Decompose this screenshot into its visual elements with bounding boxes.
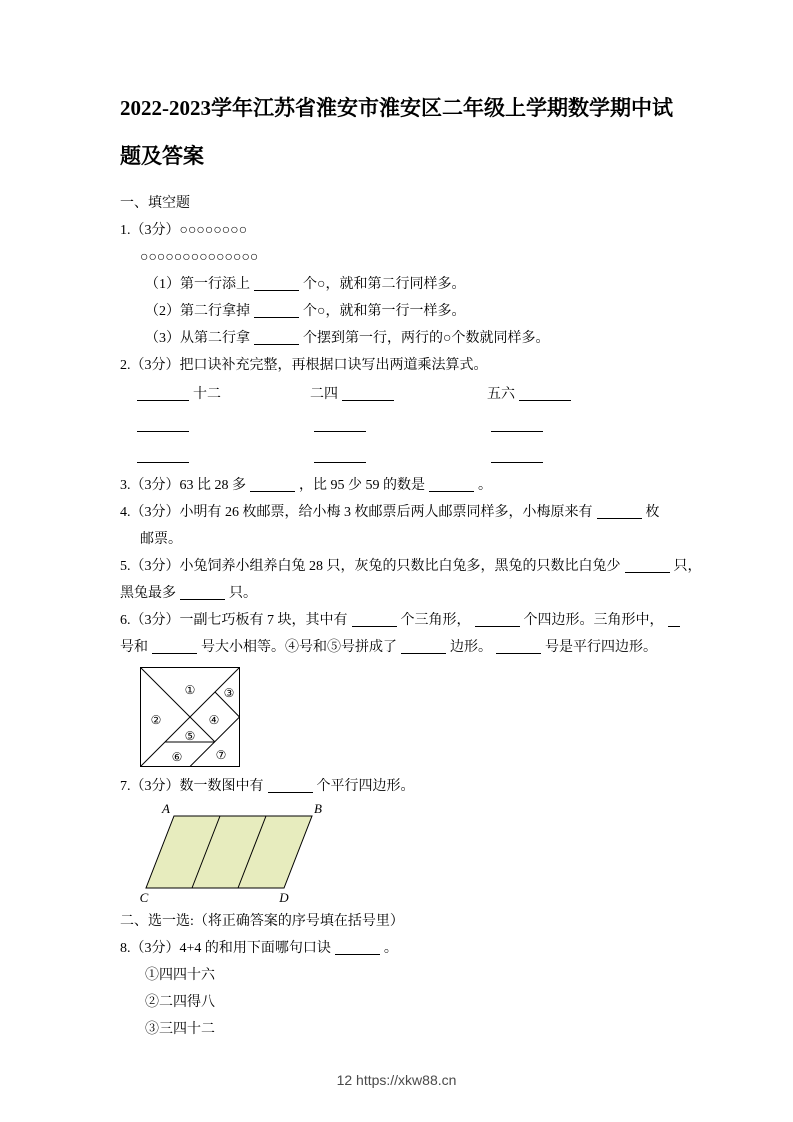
q8-option-2: ②二四得八	[145, 995, 215, 1010]
tangram-cut-halfdiagonal	[141, 668, 191, 718]
q8-option-1: ①四四十六	[145, 968, 215, 983]
answer-blank	[180, 585, 225, 600]
tangram-label-1: ①	[184, 683, 196, 697]
q5-line2-text-after: 只。	[229, 586, 257, 601]
question-6-line-2	[120, 634, 677, 661]
q4-text-line2: 邮票。	[140, 532, 182, 547]
q5-number: 5.（3分）	[120, 559, 180, 574]
tangram-label-6: ⑥	[171, 750, 183, 764]
answer-blank	[625, 558, 670, 573]
tangram-label-5: ⑤	[184, 729, 196, 743]
q3-number: 3.（3分）	[120, 478, 180, 493]
q1-sub2-text-after: 个○，就和第一行一样多。	[303, 304, 466, 319]
question-5-line-2	[120, 580, 677, 607]
answer-blank	[152, 639, 197, 654]
q2-eq1-col-2	[310, 410, 487, 441]
question-1-sub-1	[120, 271, 677, 298]
q2-col-2	[310, 379, 487, 410]
parallelogram-label-a: A	[162, 804, 170, 816]
q2-col1-text: 十二	[193, 387, 221, 402]
tangram-label-7: ⑦	[215, 748, 227, 762]
question-4-line-1	[120, 499, 677, 526]
q3-text-mid: ，比 95 少 59 的数是	[299, 478, 425, 493]
tangram-label-2: ②	[150, 713, 162, 727]
q7-number: 7.（3分）	[120, 779, 180, 794]
question-3	[120, 472, 677, 499]
q7-text-pre: 数一数图中有	[179, 779, 264, 794]
q2-equation-row-1	[120, 410, 677, 441]
q2-col-3	[487, 379, 664, 410]
question-7	[120, 773, 677, 800]
tangram-figure	[140, 667, 240, 767]
answer-blank	[668, 612, 680, 627]
q8-text-end: 。	[383, 941, 398, 956]
question-5-line-1	[120, 553, 702, 580]
answer-blank	[401, 639, 446, 654]
q2-col2-text: 二四	[310, 387, 338, 402]
q2-eq1-col-1	[133, 410, 310, 441]
section-fill-in-heading: 一、填空题	[120, 196, 190, 211]
answer-blank	[496, 639, 541, 654]
q2-eq2-col-1	[133, 441, 310, 472]
q5-text-pre: 小兔饲养小组养白兔 28 只，灰兔的只数比白兔多，黑兔的只数比白兔少	[179, 559, 621, 574]
q6-seg3: 个四边形。三角形中，	[523, 613, 664, 628]
question-8	[120, 935, 677, 962]
q4-text-post: 枚	[645, 505, 660, 520]
q8-number: 8.（3分）	[120, 941, 180, 956]
page-title: 2022-2023学年江苏省淮安市淮安区二年级上学期数学期中试题及答案	[120, 96, 673, 168]
parallelogram-label-c: C	[140, 890, 149, 904]
q3-text-pre: 63 比 28 多	[179, 478, 246, 493]
answer-blank	[254, 303, 299, 318]
q1-number: 1.（3分）	[120, 223, 180, 238]
question-6-line-1	[120, 607, 677, 634]
q1-sub3-text: （3）从第二行拿	[145, 331, 250, 346]
q2-eq2-col-2	[310, 441, 487, 472]
q1-sub1-text: （1）第一行添上	[145, 277, 250, 292]
parallelogram-shape	[146, 816, 312, 888]
q2-eq2-col-3	[487, 441, 664, 472]
q3-text-end: 。	[478, 478, 492, 493]
q8-text-pre: 4+4 的和用下面哪句口诀	[179, 941, 331, 956]
answer-blank	[254, 330, 299, 345]
answer-blank	[314, 417, 366, 432]
parallelogram-label-b: B	[314, 804, 322, 816]
parallelogram-figure	[140, 804, 330, 904]
q6-seg5: 号大小相等。④号和⑤号拼成了	[201, 640, 397, 655]
answer-blank	[137, 417, 189, 432]
answer-blank	[268, 778, 313, 793]
tangram-label-3: ③	[223, 686, 235, 700]
q7-text-post: 个平行四边形。	[316, 779, 415, 794]
q6-seg2: 个三角形，	[400, 613, 471, 628]
page-footer: 12 https://xkw88.cn	[336, 1072, 457, 1088]
answer-blank	[342, 386, 394, 401]
q5-text-post: 只，	[673, 559, 702, 574]
question-1-sub-3	[120, 325, 677, 352]
q2-stem-text: 把口诀补充完整，再根据口诀写出两道乘法算式。	[179, 358, 488, 373]
answer-blank	[137, 386, 189, 401]
q2-eq1-col-3	[487, 410, 664, 441]
q6-seg4: 号和	[120, 640, 148, 655]
question-1-line-2	[120, 244, 677, 271]
q6-number: 6.（3分）	[120, 613, 180, 628]
answer-blank	[519, 386, 571, 401]
answer-blank	[335, 940, 380, 955]
section-choose-heading: 二、选一选:（将正确答案的序号填在括号里）	[120, 914, 404, 929]
answer-blank	[250, 477, 295, 492]
q2-equation-row-2	[120, 441, 677, 472]
q1-sub1-text-after: 个○，就和第二行同样多。	[303, 277, 466, 292]
answer-blank	[352, 612, 397, 627]
question-1-line-1	[120, 217, 677, 244]
q2-formula-row	[120, 379, 677, 410]
answer-blank	[597, 504, 642, 519]
q1-sub3-text-after: 个摆到第一行，两行的○个数就同样多。	[303, 331, 550, 346]
question-4-line-2	[120, 526, 677, 553]
q4-number: 4.（3分）	[120, 505, 180, 520]
q1-circles-row1: ○○○○○○○○	[179, 223, 248, 238]
answer-blank	[491, 417, 543, 432]
q8-option-3: ③三四十二	[145, 1022, 215, 1037]
answer-blank	[491, 448, 543, 463]
q1-sub2-text: （2）第二行拿掉	[145, 304, 250, 319]
question-2-stem	[120, 352, 677, 379]
parallelogram-label-d: D	[279, 890, 289, 904]
q5-line2-text: 黑兔最多	[120, 586, 176, 601]
q6-seg7: 号是平行四边形。	[545, 640, 657, 655]
tangram-label-4: ④	[208, 713, 220, 727]
q6-seg6: 边形。	[450, 640, 492, 655]
answer-blank	[314, 448, 366, 463]
q4-text-pre: 小明有 26 枚邮票，给小梅 3 枚邮票后两人邮票同样多，小梅原来有	[179, 505, 593, 520]
q2-col-1	[133, 379, 310, 410]
q2-number: 2.（3分）	[120, 358, 180, 373]
answer-blank	[137, 448, 189, 463]
answer-blank	[254, 276, 299, 291]
answer-blank	[429, 477, 474, 492]
answer-blank	[475, 612, 520, 627]
question-1-sub-2	[120, 298, 677, 325]
q1-circles-row2: ○○○○○○○○○○○○○○	[140, 250, 259, 265]
q2-col3-text: 五六	[487, 387, 515, 402]
q6-seg1: 一副七巧板有 7 块，其中有	[179, 613, 348, 628]
